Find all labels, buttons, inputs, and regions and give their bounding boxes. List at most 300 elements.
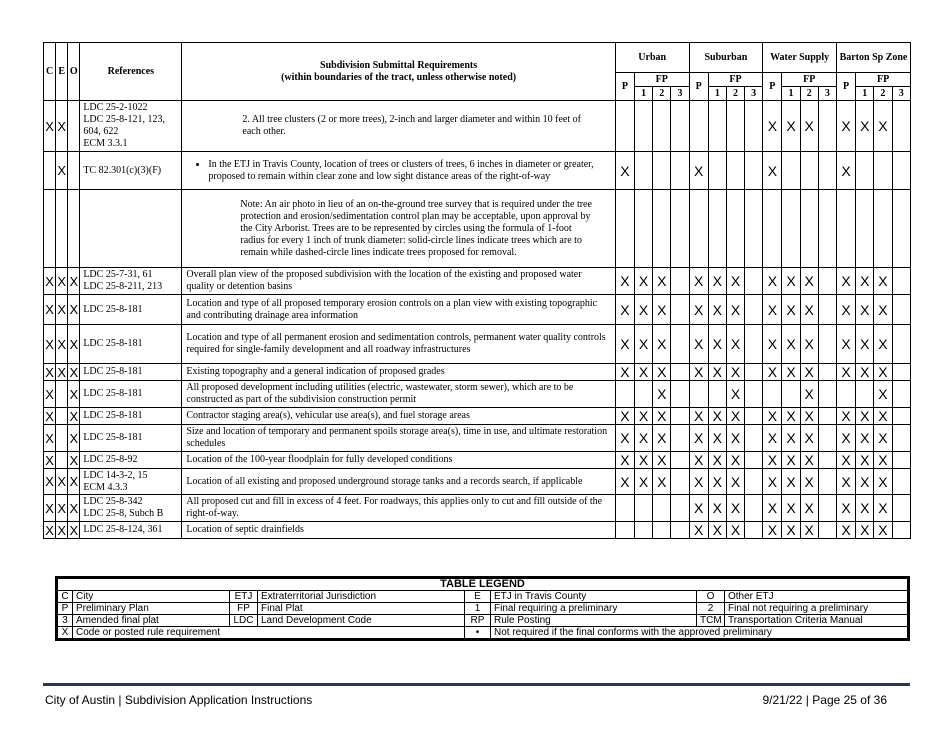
requirement-mark: X (635, 364, 653, 381)
requirement-mark: X (708, 522, 726, 539)
requirement-mark (874, 190, 892, 268)
requirement-mark (818, 469, 836, 495)
requirement-mark (800, 190, 818, 268)
requirement-mark: X (726, 364, 744, 381)
col-o-cell (68, 152, 80, 190)
requirement-mark (818, 152, 836, 190)
table-row (44, 101, 911, 152)
references-cell (80, 469, 182, 495)
requirement-mark (892, 469, 911, 495)
legend-value: City (73, 591, 230, 603)
fp-sub-header: 1 (708, 87, 726, 101)
requirement-mark (615, 495, 634, 522)
fp-sub-header: 1 (635, 87, 653, 101)
col-c-cell: X (45, 522, 54, 538)
requirement-mark: X (800, 425, 818, 452)
requirement-mark (745, 522, 763, 539)
requirement-mark: X (763, 469, 782, 495)
col-o-cell: X (68, 469, 80, 495)
col-o-cell: X (68, 425, 80, 452)
requirement-mark: X (615, 364, 634, 381)
requirement-cell: Location of all existing and proposed underground storage tanks and a records search, if applicable (182, 469, 615, 495)
requirement-cell (182, 152, 615, 190)
col-e-header: E (56, 43, 68, 101)
requirement-mark: X (689, 522, 708, 539)
requirement-mark: X (782, 295, 800, 325)
table-row (44, 495, 911, 522)
requirement-mark (818, 522, 836, 539)
requirement-mark: X (856, 101, 874, 152)
col-o-cell: X (69, 408, 79, 424)
requirement-mark (892, 325, 911, 364)
requirement-mark: X (653, 381, 671, 408)
requirement-mark: X (856, 268, 874, 295)
requirement-mark (653, 495, 671, 522)
col-o-cell: X (69, 364, 79, 380)
requirement-mark: X (689, 495, 708, 522)
requirement-mark (671, 452, 689, 469)
legend-value: Transportation Criteria Manual (725, 615, 909, 627)
requirement-mark: X (708, 452, 726, 469)
requirement-mark: X (782, 495, 800, 522)
requirement-mark (635, 495, 653, 522)
legend-value: Preliminary Plan (73, 603, 230, 615)
requirement-mark (818, 495, 836, 522)
requirement-mark (708, 152, 726, 190)
fp-header: FP (856, 73, 911, 87)
requirement-cell: All proposed development including utilities (electric, wastewater, storm sewer), which are to be constructed as part of the subdivision construction permit (182, 381, 615, 408)
fp-sub-header: 2 (874, 87, 892, 101)
reference-line: LDC 14-3-2, 15 (83, 469, 148, 481)
references-cell (80, 152, 182, 190)
fp-header: FP (635, 73, 690, 87)
requirement-mark: X (689, 325, 708, 364)
requirement-mark (671, 101, 689, 152)
requirement-mark: X (689, 452, 708, 469)
requirement-mark (745, 152, 763, 190)
requirement-mark: X (782, 425, 800, 452)
requirement-mark: X (653, 425, 671, 452)
requirement-mark (708, 190, 726, 268)
requirement-mark: X (653, 268, 671, 295)
submittal-requirements-table (43, 42, 911, 539)
requirement-mark (635, 101, 653, 152)
legend-key: 2 (697, 603, 725, 615)
legend-value: Final requiring a preliminary (491, 603, 697, 615)
requirement-mark: X (800, 469, 818, 495)
requirement-mark: X (800, 101, 818, 152)
reference-line: LDC 25-8-342 (83, 496, 143, 507)
requirement-mark (763, 190, 782, 268)
requirement-mark (653, 190, 671, 268)
requirement-mark (818, 295, 836, 325)
col-c-cell (44, 152, 56, 190)
requirement-mark (836, 381, 855, 408)
legend-key: ETJ (230, 591, 258, 603)
requirement-mark: X (836, 425, 855, 452)
requirement-mark: X (800, 522, 818, 539)
requirement-mark (745, 469, 763, 495)
requirement-mark: X (726, 522, 744, 539)
requirement-cell: Note: An air photo in lieu of an on-the-ground tree survey that is required under the tree protection and erosion/sedimentation control plan may be acceptable, upon approval by the City Arborist. Trees are to be represented by circles using the formula of 1-foot radius for every 1 inch of trunk diameter: solid-circle lines indicate trees which are to remain while dashed-circle lines indicate trees proposed for removal. (182, 190, 615, 268)
requirement-mark: X (689, 425, 708, 452)
col-e-cell: X (56, 101, 68, 152)
requirement-mark: X (782, 522, 800, 539)
table-row (44, 522, 911, 539)
requirement-mark (874, 152, 892, 190)
requirement-mark (892, 425, 911, 452)
requirement-mark (726, 190, 744, 268)
requirement-mark: X (836, 452, 855, 469)
col-o-cell (68, 101, 80, 152)
requirement-mark: X (689, 364, 708, 381)
requirement-mark: X (800, 452, 818, 469)
reference-line: LDC 25-8-124, 361 (83, 524, 163, 535)
requirement-mark: X (874, 425, 892, 452)
requirement-mark (671, 495, 689, 522)
requirement-mark (892, 152, 911, 190)
requirement-mark (615, 101, 634, 152)
requirement-mark (763, 381, 782, 408)
requirement-mark: X (856, 495, 874, 522)
requirement-mark: X (653, 469, 671, 495)
col-e-cell: X (57, 364, 66, 380)
requirement-mark (892, 408, 911, 425)
requirement-mark: X (763, 101, 782, 152)
fp-sub-header: 2 (653, 87, 671, 101)
requirement-mark: X (800, 408, 818, 425)
requirement-mark (635, 381, 653, 408)
requirement-mark (892, 190, 911, 268)
col-c-cell: X (44, 295, 56, 325)
requirement-mark: X (782, 408, 800, 425)
requirement-mark (671, 469, 689, 495)
requirement-mark: X (856, 295, 874, 325)
table-row (44, 364, 911, 381)
requirement-mark (653, 152, 671, 190)
col-o-cell: X (68, 268, 80, 295)
fp-header: FP (782, 73, 837, 87)
fp-sub-header: 1 (856, 87, 874, 101)
col-o-cell (68, 190, 80, 268)
fp-sub-header: 3 (671, 87, 689, 101)
col-c-cell: X (45, 364, 54, 380)
requirement-mark: X (874, 101, 892, 152)
reference-line: 604, 622 (83, 126, 119, 137)
requirement-mark (818, 364, 836, 381)
legend-row (57, 615, 909, 627)
requirement-mark: X (615, 152, 634, 190)
footer-title: City of Austin | Subdivision Application Instructions (45, 693, 313, 707)
requirement-mark: X (615, 268, 634, 295)
reference-line: LDC 25-8-181 (83, 303, 143, 315)
table-row (44, 295, 911, 325)
requirement-mark (726, 101, 744, 152)
legend-key: 3 (57, 615, 73, 627)
requirement-mark: X (726, 452, 744, 469)
requirement-mark (818, 268, 836, 295)
requirement-mark (745, 364, 763, 381)
requirement-mark: X (800, 364, 818, 381)
requirement-mark: X (763, 452, 782, 469)
legend-key: LDC (230, 615, 258, 627)
references-cell (80, 408, 182, 425)
requirement-mark (615, 381, 634, 408)
fp-sub-header: 3 (818, 87, 836, 101)
legend-key: TCM (697, 615, 725, 627)
requirement-cell: Existing topography and a general indication of proposed grades (182, 364, 615, 381)
reference-line: LDC 25-8, Subch B (83, 508, 164, 519)
legend-key: • (465, 627, 491, 640)
requirement-mark (782, 381, 800, 408)
requirement-mark (671, 190, 689, 268)
p-header: P (763, 73, 782, 101)
col-c-cell: X (44, 381, 56, 408)
legend-row (57, 603, 909, 615)
requirement-cell: Location of septic drainfields (182, 522, 615, 539)
col-e-cell: X (56, 469, 68, 495)
requirement-mark: X (653, 364, 671, 381)
reference-line: LDC 25-8-211, 213 (83, 281, 163, 292)
requirement-mark: X (708, 469, 726, 495)
requirement-mark (689, 101, 708, 152)
requirement-mark: X (856, 364, 874, 381)
requirement-mark: X (856, 325, 874, 364)
requirement-cell: Location and type of all permanent erosion and sedimentation controls, permanent water quality controls required for single-family development and all roadway infrastructures (182, 325, 615, 364)
requirement-mark: X (726, 408, 744, 425)
requirement-mark (782, 190, 800, 268)
requirement-mark: X (874, 381, 892, 408)
requirement-mark: X (615, 408, 634, 425)
requirement-mark (615, 522, 634, 539)
requirement-mark: X (874, 522, 892, 539)
requirement-mark: X (782, 452, 800, 469)
requirement-mark (745, 408, 763, 425)
col-e-cell: X (57, 522, 66, 538)
requirement-mark: X (726, 325, 744, 364)
requirement-mark (818, 190, 836, 268)
table-row (44, 381, 911, 408)
col-c-cell: X (44, 101, 56, 152)
reference-line: LDC 25-8-181 (83, 388, 143, 399)
reference-line: LDC 25-8-92 (83, 454, 138, 465)
group-suburban-header: Suburban (689, 43, 763, 73)
requirement-mark: X (708, 295, 726, 325)
requirement-mark: X (874, 268, 892, 295)
requirement-mark: X (615, 469, 634, 495)
requirement-mark: X (708, 268, 726, 295)
requirement-mark: X (874, 469, 892, 495)
requirement-mark: X (726, 469, 744, 495)
requirement-mark: X (689, 268, 708, 295)
requirement-mark: X (635, 452, 653, 469)
references-cell (80, 190, 182, 268)
requirement-bullet: • In the ETJ in Travis County, location of trees or clusters of trees, 6 inches in diameter or greater, proposed to remain within clear zone and low sight distance areas of the right-of-way (208, 159, 610, 183)
fp-header: FP (708, 73, 763, 87)
legend-value: Not required if the final conforms with the approved preliminary (491, 627, 909, 640)
requirement-mark (653, 522, 671, 539)
references-cell (80, 295, 182, 325)
requirement-mark: X (782, 325, 800, 364)
requirement-mark: X (689, 295, 708, 325)
requirement-mark (671, 381, 689, 408)
col-o-header: O (68, 43, 80, 101)
requirement-mark (782, 152, 800, 190)
fp-sub-header: 2 (800, 87, 818, 101)
requirement-mark: X (653, 452, 671, 469)
requirement-mark (745, 325, 763, 364)
reference-line: LDC 25-8-121, 123, (83, 114, 165, 125)
requirement-mark (635, 152, 653, 190)
requirement-mark: X (708, 408, 726, 425)
requirement-mark (671, 295, 689, 325)
requirement-mark: X (763, 522, 782, 539)
legend-value: Land Development Code (258, 615, 465, 627)
col-o-cell: X (68, 295, 80, 325)
requirement-mark: X (874, 325, 892, 364)
table-row (44, 152, 911, 190)
requirement-mark: X (856, 408, 874, 425)
reference-line: TC 82.301(c)(3)(F) (83, 164, 162, 176)
requirement-mark (635, 190, 653, 268)
requirement-mark (892, 452, 911, 469)
col-c-cell: X (45, 408, 54, 424)
reference-line: LDC 25-8-181 (83, 432, 143, 443)
requirement-mark (856, 190, 874, 268)
group-urban-header: Urban (615, 43, 689, 73)
references-cell (80, 101, 182, 152)
legend-value: Final not requiring a preliminary (725, 603, 909, 615)
col-o-cell: X (69, 452, 79, 468)
reference-line: ECM 4.3.3 (83, 481, 128, 493)
col-c-cell: X (44, 469, 56, 495)
requirement-mark: X (708, 425, 726, 452)
requirement-mark: X (615, 325, 634, 364)
requirement-mark (818, 381, 836, 408)
legend-value: Amended final plat (73, 615, 230, 627)
requirement-mark: X (856, 469, 874, 495)
col-c-cell: X (44, 325, 56, 364)
requirement-mark: X (763, 425, 782, 452)
table-row (44, 268, 911, 295)
legend-value: Extraterritorial Jurisdiction (258, 591, 465, 603)
requirement-mark: X (800, 381, 818, 408)
requirement-mark (708, 101, 726, 152)
requirement-mark (892, 295, 911, 325)
requirement-mark (892, 495, 911, 522)
requirement-mark (745, 452, 763, 469)
fp-sub-header: 1 (782, 87, 800, 101)
requirement-mark (671, 408, 689, 425)
requirement-mark: X (708, 325, 726, 364)
requirement-mark: X (635, 469, 653, 495)
requirement-cell: Size and location of temporary and permanent spoils storage area(s), time in use, and ultimate restoration schedules (182, 425, 615, 452)
col-c-cell: X (44, 268, 56, 295)
requirement-mark: X (689, 152, 708, 190)
col-o-cell: X (68, 381, 80, 408)
requirement-mark (726, 152, 744, 190)
requirement-mark (671, 522, 689, 539)
p-header: P (689, 73, 708, 101)
table-row (44, 325, 911, 364)
requirement-mark: X (836, 408, 855, 425)
col-c-cell: X (44, 495, 56, 522)
requirement-mark: X (836, 495, 855, 522)
col-o-cell: X (68, 495, 80, 522)
requirement-mark: X (763, 295, 782, 325)
requirement-mark (615, 190, 634, 268)
requirement-mark (671, 425, 689, 452)
requirement-mark (671, 364, 689, 381)
requirement-mark (836, 190, 855, 268)
legend-key: X (57, 627, 73, 640)
requirement-mark: X (653, 408, 671, 425)
requirement-cell: Overall plan view of the proposed subdivision with the location of the existing and proposed water quality or detention basins (182, 268, 615, 295)
requirement-mark: X (763, 268, 782, 295)
col-c-cell: X (44, 425, 56, 452)
requirement-mark: X (836, 364, 855, 381)
requirement-mark (671, 325, 689, 364)
requirement-mark: X (763, 408, 782, 425)
requirement-mark (892, 522, 911, 539)
references-cell (80, 381, 182, 408)
requirement-mark: X (874, 295, 892, 325)
legend-key: RP (465, 615, 491, 627)
requirement-mark: X (856, 522, 874, 539)
requirements-body (44, 101, 911, 539)
col-e-cell: X (56, 268, 68, 295)
legend-value: Code or posted rule requirement (73, 627, 465, 640)
requirement-cell: Location and type of all proposed temporary erosion controls on a plan view with existing topographic and contributing drainage area information (182, 295, 615, 325)
legend-title: TABLE LEGEND (57, 578, 909, 591)
requirement-mark: X (726, 381, 744, 408)
col-e-cell: X (56, 325, 68, 364)
requirement-cell: All proposed cut and fill in excess of 4 feet. For roadways, this applies only to cut and fill outside of the right-of-way. (182, 495, 615, 522)
legend-value: Rule Posting (491, 615, 697, 627)
footer-page: 9/21/22 | Page 25 of 36 (762, 693, 887, 707)
references-cell (80, 268, 182, 295)
references-cell (80, 495, 182, 522)
legend-key: O (697, 591, 725, 603)
col-e-cell: X (56, 152, 68, 190)
requirement-mark: X (763, 325, 782, 364)
requirement-mark: X (635, 295, 653, 325)
requirement-mark: X (800, 325, 818, 364)
requirement-mark: X (763, 495, 782, 522)
requirement-mark (892, 381, 911, 408)
requirement-mark: X (800, 268, 818, 295)
table-row (44, 425, 911, 452)
col-c-cell (44, 190, 56, 268)
requirement-mark: X (800, 295, 818, 325)
requirement-mark: X (836, 295, 855, 325)
requirement-mark: X (726, 425, 744, 452)
table-legend (55, 576, 910, 641)
legend-value: Other ETJ (725, 591, 909, 603)
requirement-mark: X (874, 452, 892, 469)
requirement-mark: X (782, 268, 800, 295)
col-c-cell: X (45, 452, 54, 468)
requirement-mark (745, 495, 763, 522)
requirement-mark: X (726, 495, 744, 522)
reference-line: LDC 25-7-31, 61 (83, 269, 153, 280)
requirement-cell: Location of the 100-year floodplain for fully developed conditions (182, 452, 615, 469)
legend-key: P (57, 603, 73, 615)
fp-sub-header: 2 (726, 87, 744, 101)
requirement-mark: X (836, 268, 855, 295)
requirement-mark: X (615, 425, 634, 452)
requirement-mark: X (856, 425, 874, 452)
